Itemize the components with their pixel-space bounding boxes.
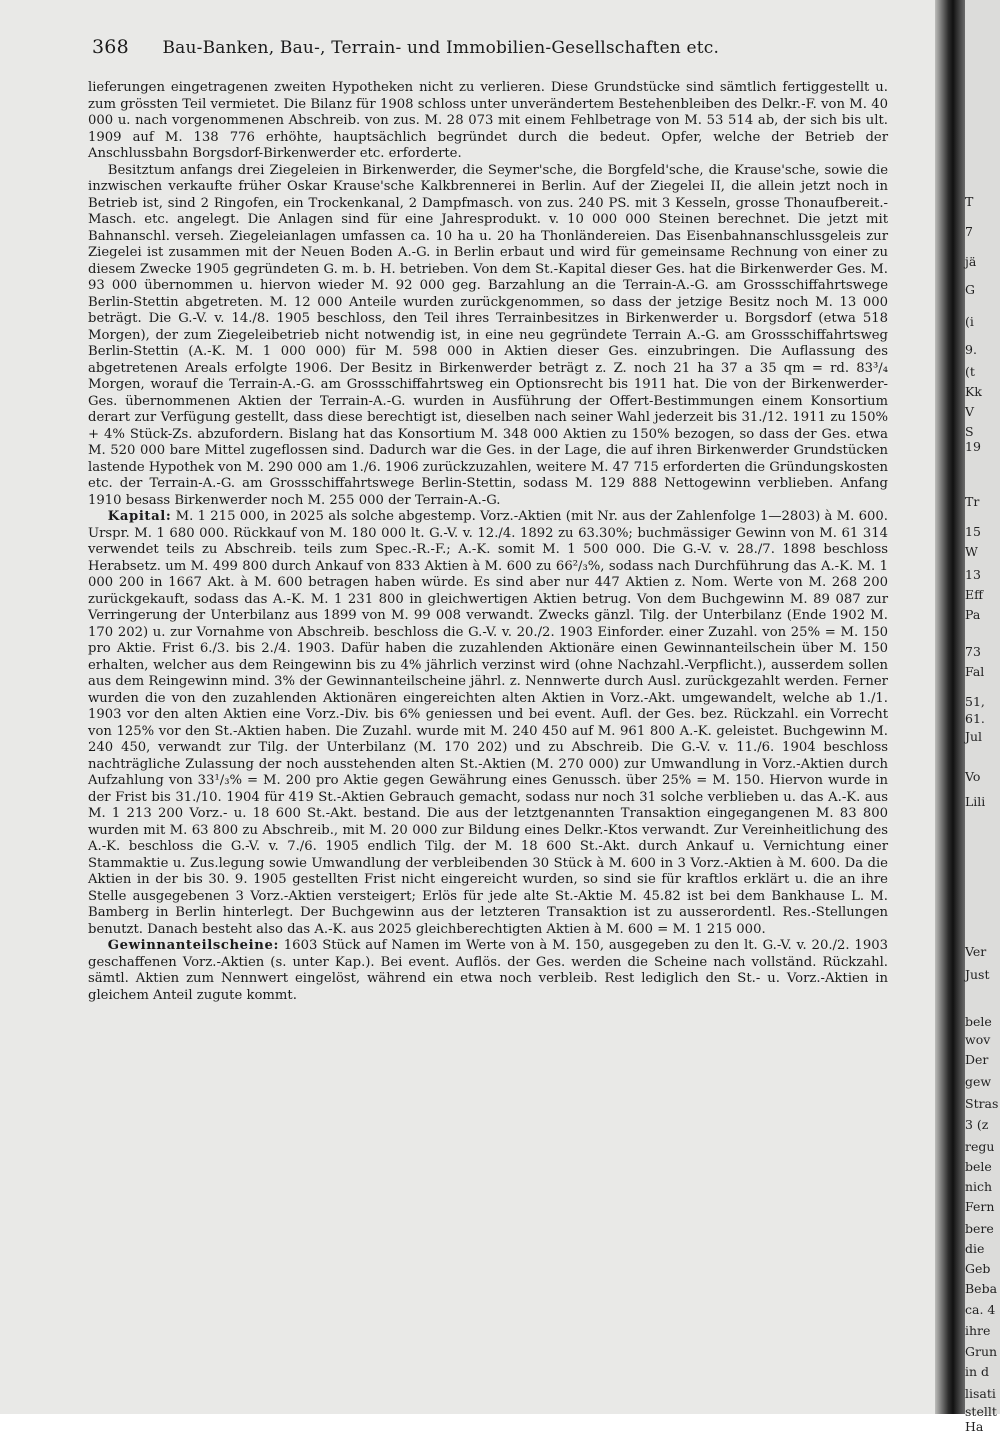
neighbor-fragment: Geb xyxy=(965,1261,991,1276)
neighbor-fragment: bele xyxy=(965,1159,992,1174)
gewinnanteilscheine-heading: Gewinnanteilscheine: xyxy=(107,938,279,953)
neighbor-fragment: Grun xyxy=(965,1344,998,1359)
neighbor-page-edge xyxy=(965,0,1000,1434)
neighbor-fragment: S xyxy=(965,424,974,439)
page-number: 368 xyxy=(92,36,129,58)
paragraph-gewinnanteilscheine xyxy=(88,938,888,1004)
neighbor-fragment: bele xyxy=(965,1014,992,1029)
neighbor-fragment: 19 xyxy=(965,439,981,454)
neighbor-fragment: Fern xyxy=(965,1199,995,1214)
neighbor-fragment: ihre xyxy=(965,1323,991,1338)
neighbor-fragment: Kk xyxy=(965,384,982,399)
body-text xyxy=(88,80,888,1004)
neighbor-fragment: (t xyxy=(965,364,975,379)
neighbor-fragment: 73 xyxy=(965,644,981,659)
running-title: Bau-Banken, Bau-, Terrain- und Immobilien-Gesellschaften etc. xyxy=(162,38,720,58)
neighbor-fragment: Eff xyxy=(965,587,984,602)
book-gutter xyxy=(935,0,965,1414)
page-header xyxy=(92,36,892,58)
neighbor-fragment: wov xyxy=(965,1032,991,1047)
neighbor-fragment: regu xyxy=(965,1139,995,1154)
paragraph-kapital xyxy=(88,509,888,938)
neighbor-fragment: Tr xyxy=(965,494,980,509)
neighbor-fragment: 7 xyxy=(965,224,973,239)
neighbor-fragment: V xyxy=(965,404,975,419)
gewinnanteilscheine-text: 1603 Stück auf Namen im Werte von à M. 150, ausgegeben zu den lt. G.-V. v. 20./2. 1903 geschaffenen Vorz.-Aktien (s. unter Kap.). Bei event. Auflös. der Ges. werden die Scheine nach vollständ. Rückzahl. sämtl. Aktien zum Nennwert eingelöst, während ein etwa noch verbleib. Rest lediglich den St.- u. Vorz.-Aktien in gleichem Anteil zugute kommt. xyxy=(88,938,888,1003)
neighbor-fragment: nich xyxy=(965,1179,993,1194)
neighbor-fragment: bere xyxy=(965,1221,994,1236)
paragraph-bilanz: lieferungen eingetragenen zweiten Hypotheken nicht zu verlieren. Diese Grundstücke sind sämtlich fertiggestellt u. zum grössten Teil vermietet. Die Bilanz für 1908 schloss unter unverändertem Bestehenbleiben des Delkr.-F. von M. 40 000 u. nach vorgenommenen Abschreib. von zus. M. 28 073 mit einem Fehlbetrage von M. 53 514 ab, der sich bis ult. 1909 auf M. 138 776 erhöhte, hauptsächlich begründet durch die bedeut. Opfer, welche der Betrieb der Anschlussbahn Borgsdorf-Birkenwerder etc. erforderte. xyxy=(88,80,888,161)
neighbor-fragment: 3 (z xyxy=(965,1117,989,1132)
neighbor-fragment: Beba xyxy=(965,1281,998,1296)
paragraph-besitztum: Besitztum anfangs drei Ziegeleien in Birkenwerder, die Seymer'sche, die Borgfeld'sche, die Krause'sche, sowie die inzwischen verkaufte früher Oskar Krause'sche Kalkbrennerei in Berlin. Auf der Ziegelei II, die allein jetzt noch in Betrieb ist, sind 2 Ringofen, ein Trockenkanal, 2 Dampfmasch. von zus. 240 PS. mit 3 Kesseln, grosse Thonaufbereit.-Masch. etc. angelegt. Die Anlagen sind für eine Jahresprodukt. v. 10 000 000 Steinen berechnet. Die jetzt mit Bahnanschl. verseh. Ziegeleianlagen umfassen ca. 10 ha u. 20 ha Thonländereien. Das Eisenbahnanschlussgeleis zur Ziegelei ist zusammen mit der Neuen Boden A.-G. in Berlin erbaut und wird für gemeinsame Rechnung von einer zu diesem Zwecke 1905 gegründeten G. m. b. H. betrieben. Von dem St.-Kapital dieser Ges. hat die Birkenwerder Ges. M. 93 000 übernommen u. hiervon wieder M. 92 000 geg. Barzahlung an die Terrain-A.-G. am Grossschiffahrtswege Berlin-Stettin abgetreten. M. 12 000 Anteile wurden zurückgenommen, so dass der jetzige Besitz noch M. 13 000 beträgt. Die G.-V. v. 14./8. 1905 beschloss, den Teil ihres Terrainbesitzes in Birkenwerder u. Borgsdorf (etwa 518 Morgen), der zum Ziegeleibetrieb nicht notwendig ist, in eine neu gegründete Terrain A.-G. am Grossschiffahrtsweg Berlin-Stettin (A.-K. M. 1 000 000) für M. 598 000 in Aktien dieser Ges. einzubringen. Die Auflassung des abgetretenen Areals erfolgte 1906. Der Besitz in Birkenwerder beträgt z. Z. noch 21 ha 37 a 35 qm = rd. 83³/₄ Morgen, worauf die Terrain-A.-G. am Grossschiffahrtsweg ein Optionsrecht bis 1911 hat. Die von der Birkenwerder-Ges. übernommenen Aktien der Terrain-A.-G. wurden in Ausführung der Offert-Bestimmungen einem Konsortium derart zur Verfügung gestellt, dass diese berechtigt ist, dieselben nach seiner Wahl jederzeit bis 31./12. 1911 zu 150% + 4% Stück-Zs. abzufordern. Bislang hat das Konsortium M. 348 000 Aktien zu 150% bezogen, so dass der Ges. etwa M. 520 000 bare Mittel zugeflossen sind. Dadurch war die Ges. in der Lage, die auf ihren Birkenwerder Grundstücken lastende Hypothek von M. 290 000 am 1./6. 1906 zurückzuzahlen, weitere M. 47 715 erforderten die Gründungskosten etc. der Terrain-A.-G. am Grossschiffahrtswege Berlin-Stettin, sodass M. 129 888 Nettogewinn verblieben. Anfang 1910 besass Birkenwerder noch M. 255 000 der Terrain-A.-G. xyxy=(88,162,888,508)
neighbor-fragment: Stras xyxy=(965,1096,999,1111)
neighbor-fragment: G xyxy=(965,282,975,297)
neighbor-fragment: 13 xyxy=(965,567,981,582)
neighbor-fragment: Pa xyxy=(965,607,981,622)
neighbor-fragment: in d xyxy=(965,1364,990,1379)
neighbor-fragment: gew xyxy=(965,1074,992,1089)
neighbor-fragment: W xyxy=(965,544,978,559)
neighbor-fragment: Vo xyxy=(965,769,981,784)
neighbor-fragment: (i xyxy=(965,314,974,329)
neighbor-fragment: 9. xyxy=(965,342,977,357)
neighbor-fragment: die xyxy=(965,1241,985,1256)
neighbor-fragment: ca. 4 xyxy=(965,1302,996,1317)
neighbor-fragment: Jul xyxy=(965,729,983,744)
neighbor-fragment: 15 xyxy=(965,524,981,539)
kapital-text: M. 1 215 000, in 2025 als solche abgestemp. Vorz.-Aktien (mit Nr. aus der Zahlenfolge 1—2803) à M. 600. Urspr. M. 1 680 000. Rückkauf von M. 180 000 lt. G.-V. v. 12./4. 1892 zu 63.30%; buchmässiger Gewinn von M. 61 314 verwendet teils zu Abschreib. teils zum Spec.-R.-F.; A.-K. somit M. 1 500 000. Die G.-V. v. 28./7. 1898 beschloss Herabsetz. um M. 499 800 durch Ankauf von 833 Aktien à M. 600 zu 66²/₃%, sodass nach Durchführung das A.-K. M. 1 000 200 in 1667 Akt. à M. 600 betragen haben würde. Es sind aber nur 447 Aktien z. Nom. Werte von M. 268 200 zurückgekauft, sodass das A.-K. M. 1 231 800 in gleichwertigen Aktien betrug. Von dem Buchgewinn M. 89 087 zur Verringerung der Unterbilanz aus 1899 von M. 99 008 verwandt. Zwecks gänzl. Tilg. der Unterbilanz (Ende 1902 M. 170 202) u. zur Vornahme von Abschreib. beschloss die G.-V. v. 20./2. 1903 Einforder. einer Zuzahl. von 25% = M. 150 pro Aktie. Frist 6./3. bis 2./4. 1903. Dafür haben die zuzahlenden Aktionäre einen Gewinnanteilschein über M. 150 erhalten, welcher aus dem Reingewinn bis zu 4% jährlich verzinst wird (ohne Nachzahl.-Verpflicht.), ausserdem sollen aus dem Reingewinn mind. 3% der Gewinnanteilscheine jährl. z. Nennwerte durch Ausl. zurückgezahlt werden. Ferner wurden die von den zuzahlenden Aktionären eingereichten alten Aktien in Vorz.-Akt. umgewandelt, welche ab 1./1. 1903 vor den alten Aktien eine Vorz.-Div. bis 6% geniessen und bei event. Aufl. der Ges. bez. Rückzahl. ein Vorrecht von 125% vor den St.-Aktien haben. Die Zuzahl. wurde mit M. 240 450 auf M. 961 800 A.-K. geleistet. Buchgewinn M. 240 450, verwandt zur Tilg. der Unterbilanz (M. 170 202) und zu Abschreib. Die G.-V. v. 11./6. 1904 beschloss nachträgliche Zulassung der noch ausstehenden alten St.-Aktien (M. 270 000) zur Umwandlung in Vorz.-Aktien durch Aufzahlung von 33¹/₃% = M. 200 pro Aktie gegen Gewährung eines Genussch. über 25% = M. 150. Hiervon wurde in der Frist bis 31./10. 1904 für 419 St.-Aktien Gebrauch gemacht, sodass nur noch 31 solche verblieben u. das A.-K. aus M. 1 213 200 Vorz.- u. 18 600 St.-Akt. bestand. Die aus der letztgenannten Transaktion eingegangenen M. 83 800 wurden mit M. 63 800 zu Abschreib., mit M. 20 000 zur Bildung eines Delkr.-Ktos verwandt. Zur Vereinheitlichung des A.-K. beschloss die G.-V. v. 7./6. 1905 endlich Tilg. der M. 18 600 St.-Akt. durch Ankauf u. Vernichtung einer Stammaktie u. Zus.legung sowie Umwandlung der verbleibenden 30 Stück à M. 600 in 3 Vorz.-Aktien à M. 600. Da die Aktien in der bis 30. 9. 1905 gestellten Frist nicht eingereicht wurden, so sind sie für kraftlos erklärt u. die an ihre Stelle ausgegebenen 3 Vorz.-Aktien versteigert; Erlös für jede alte St.-Aktie M. 45.82 ist bei dem Bankhause L. M. Bamberg in Berlin hinterlegt. Der Buchgewinn aus der letzteren Transaktion ist zu ausserordentl. Res.-Stellungen benutzt. Danach besteht also das A.-K. aus 2025 gleichberechtigten Aktien à M. 600 = M. 1 215 000. xyxy=(88,509,888,937)
neighbor-fragment: stellt xyxy=(965,1404,997,1419)
neighbor-fragment: jä xyxy=(965,254,977,269)
neighbor-fragment: Lili xyxy=(965,794,986,809)
neighbor-fragment: lisati xyxy=(965,1386,996,1401)
neighbor-fragment: 61. xyxy=(965,711,985,726)
neighbor-fragment: Ha xyxy=(965,1419,984,1434)
neighbor-fragment: Just xyxy=(965,967,990,982)
neighbor-fragment: Ver xyxy=(965,944,987,959)
neighbor-fragment: Fal xyxy=(965,664,985,679)
kapital-heading: Kapital: xyxy=(107,509,172,524)
neighbor-fragment: T xyxy=(965,194,974,209)
neighbor-fragment: 51, xyxy=(965,694,985,709)
neighbor-fragment: Der xyxy=(965,1052,989,1067)
